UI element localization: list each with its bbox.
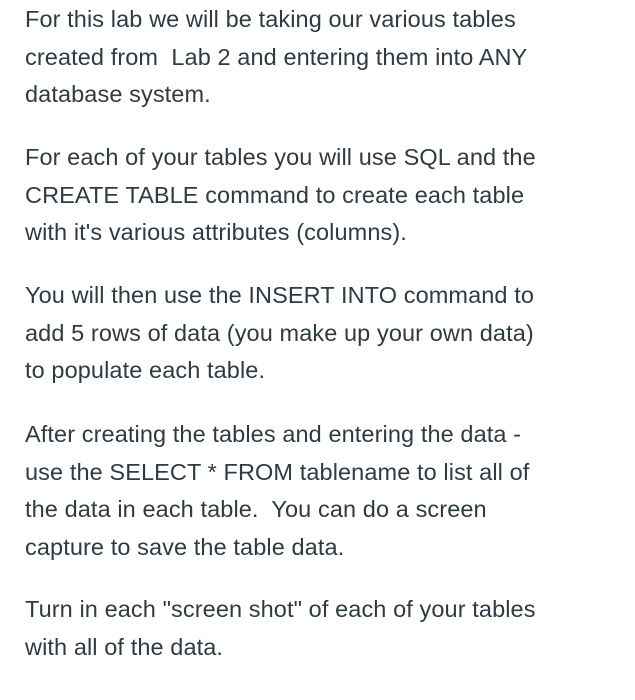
paragraph-create-table [25,139,536,252]
text-line: For each of your tables you will use SQL and the [25,144,536,170]
text-line: Turn in each "screen shot" of each of your tables [25,596,536,622]
text-line: CREATE TABLE command to create each table [25,181,525,208]
text-line: created from Lab 2 and entering them into ANY [25,43,528,70]
paragraph-turn-in [25,591,536,666]
text-line: After creating the tables and entering the data - [25,421,522,447]
text-line: capture to save the table data. [25,533,345,560]
paragraph-select-from [25,416,529,566]
paragraph-intro [25,1,527,114]
paragraph-insert-into [25,277,534,390]
text-line: For this lab we will be taking our various tables [25,6,516,32]
text-line: database system. [25,81,211,107]
text-line: the data in each table. You can do a screen [25,496,487,522]
text-line: use the SELECT * FROM tablename to list all of [25,458,530,485]
text-line: You will then use the INSERT INTO command to [25,282,535,308]
text-line: to populate each table. [25,357,266,383]
text-line: add 5 rows of data (you make up your own data) [25,319,534,346]
text-line: with it's various attributes (columns). [25,219,407,245]
text-line: with all of the data. [25,633,224,660]
